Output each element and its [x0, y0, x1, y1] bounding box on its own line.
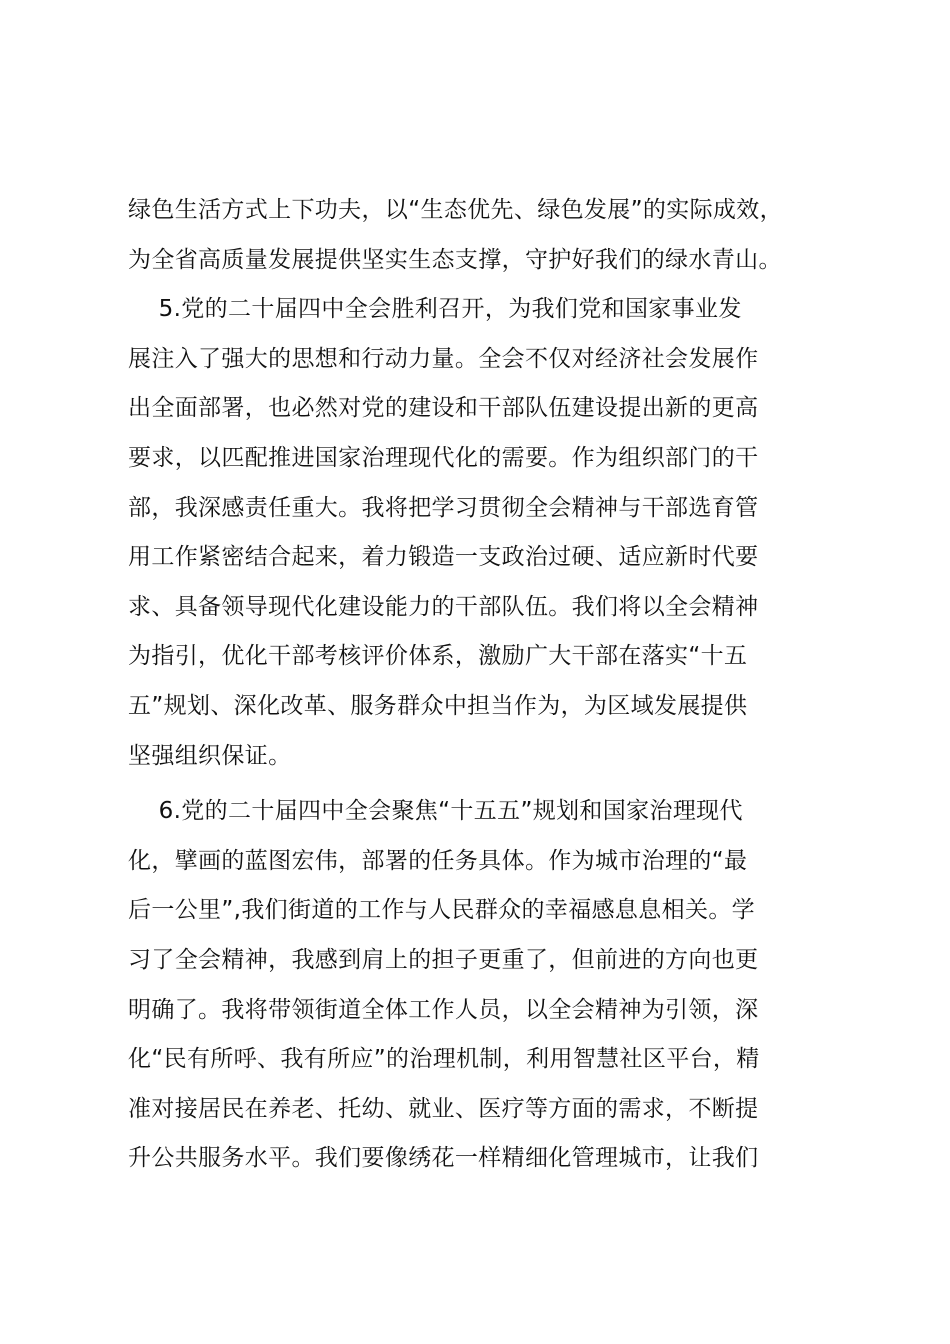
text-line: 为全省高质量发展提供坚实生态支撑，守护好我们的绿水青山。	[128, 246, 782, 273]
text-line: 后一公里”,我们街道的工作与人民群众的幸福感息息相关。学	[128, 897, 756, 924]
paragraph-6-line: 6.党的二十届四中全会聚焦“十五五”规划和国家治理现代	[128, 798, 743, 825]
text-line: 习了全会精神，我感到肩上的担子更重了，但前进的方向也更	[128, 946, 759, 973]
text-line: 五”规划、深化改革、服务群众中担当作为，为区域发展提供	[128, 692, 748, 719]
text-line: 用工作紧密结合起来，着力锻造一支政治过硬、适应新时代要	[128, 544, 759, 571]
text-line: 化“民有所呼、我有所应”的治理机制，利用智慧社区平台，精	[128, 1046, 760, 1073]
text-line: 化，擘画的蓝图宏伟，部署的任务具体。作为城市治理的“最	[128, 847, 748, 874]
document-body	[128, 186, 828, 1184]
text-line: 出全面部署，也必然对党的建设和干部队伍建设提出新的更高	[128, 395, 759, 422]
text-line: 为指引，优化干部考核评价体系，激励广大干部在落实“十五	[128, 643, 748, 670]
paragraph-5-line: 5.党的二十届四中全会胜利召开，为我们党和国家事业发	[128, 296, 742, 323]
text-line: 坚强组织保证。	[128, 742, 292, 769]
text-line: 求、具备领导现代化建设能力的干部队伍。我们将以全会精神	[128, 593, 759, 620]
text-line: 绿色生活方式上下功夫，以“生态优先、绿色发展”的实际成效，	[128, 197, 783, 223]
text-line: 要求，以匹配推进国家治理现代化的需要。作为组织部门的干	[128, 444, 759, 471]
text-line: 升公共服务水平。我们要像绣花一样精细化管理城市，让我们	[128, 1145, 759, 1172]
text-line: 展注入了强大的思想和行动力量。全会不仅对经济社会发展作	[128, 345, 759, 372]
text-line: 明确了。我将带领街道全体工作人员，以全会精神为引领，深	[128, 996, 759, 1023]
text-line: 准对接居民在养老、托幼、就业、医疗等方面的需求，不断提	[128, 1095, 759, 1122]
text-line: 部，我深感责任重大。我将把学习贯彻全会精神与干部选育管	[128, 494, 759, 521]
